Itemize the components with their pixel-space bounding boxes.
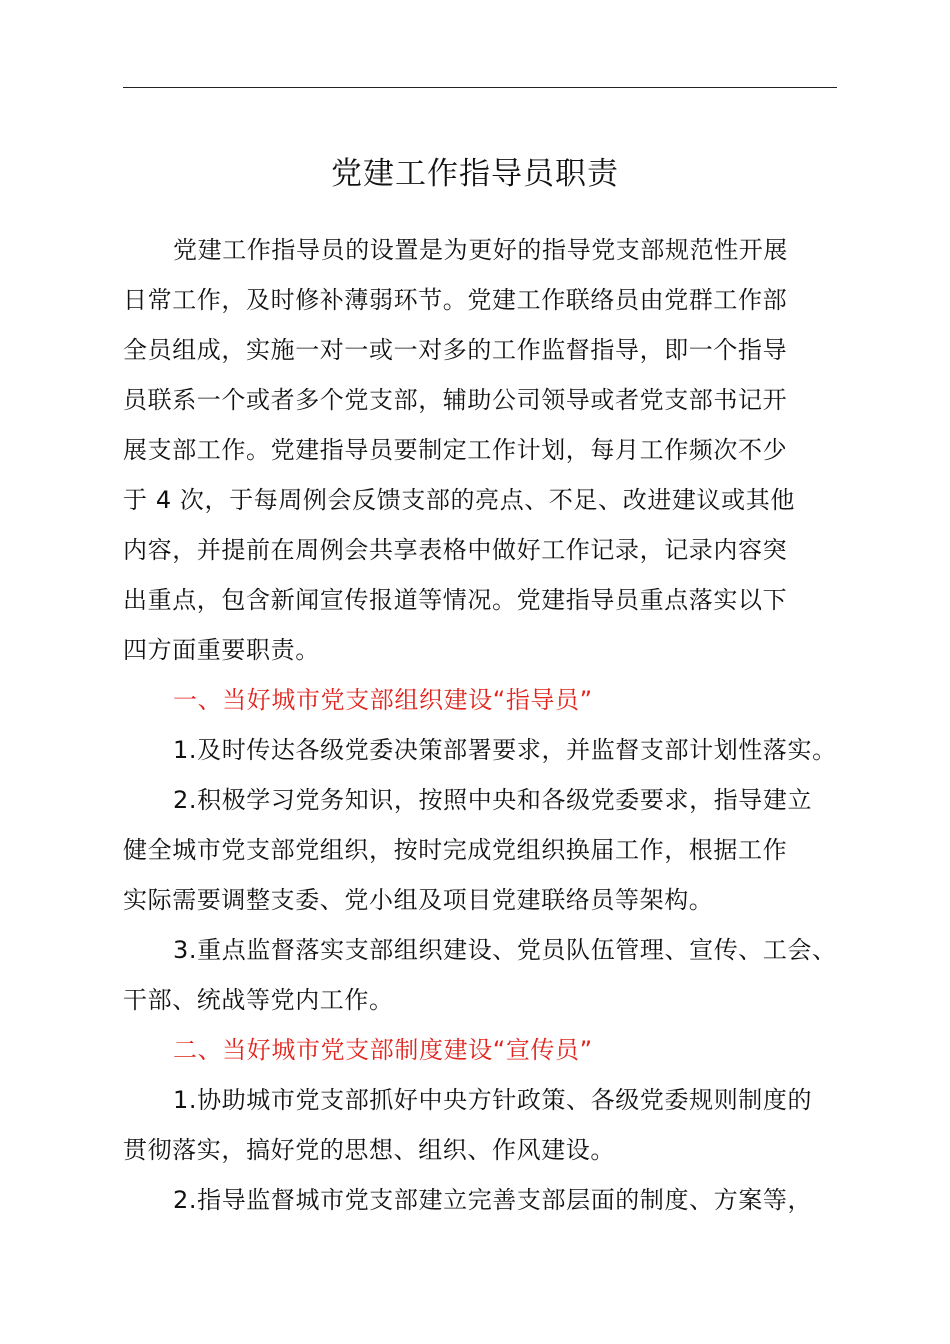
section-heading: 二、当好城市党支部制度建设“宣传员”	[173, 1036, 593, 1064]
section-2	[123, 1025, 837, 1225]
text-line: 日常工作，及时修补薄弱环节。党建工作联络员由党群工作部	[123, 286, 788, 314]
intro-paragraph	[123, 225, 837, 675]
text-line: 于 4 次，于每周例会反馈支部的亮点、不足、改进建议或其他	[123, 486, 795, 514]
list-item: 2.积极学习党务知识，按照中央和各级党委要求，指导建立	[173, 786, 813, 814]
text-line: 内容，并提前在周例会共享表格中做好工作记录，记录内容突	[123, 536, 788, 564]
text-line: 干部、统战等党内工作。	[123, 986, 394, 1014]
list-item: 1.及时传达各级党委决策部署要求，并监督支部计划性落实。	[173, 736, 837, 764]
text-line: 出重点，包含新闻宣传报道等情况。党建指导员重点落实以下	[123, 586, 788, 614]
document-title: 党建工作指导员职责	[331, 156, 619, 192]
section-1	[123, 675, 837, 1025]
list-item: 1.协助城市党支部抓好中央方针政策、各级党委规则制度的	[173, 1086, 813, 1114]
text-line: 员联系一个或者多个党支部，辅助公司领导或者党支部书记开	[123, 386, 788, 414]
list-item: 3.重点监督落实支部组织建设、党员队伍管理、宣传、工会、	[173, 936, 837, 964]
section-heading: 一、当好城市党支部组织建设“指导员”	[173, 686, 593, 714]
document-body	[123, 225, 837, 1225]
text-line: 党建工作指导员的设置是为更好的指导党支部规范性开展	[173, 236, 788, 264]
text-line: 实际需要调整支委、党小组及项目党建联络员等架构。	[123, 886, 714, 914]
list-item: 2.指导监督城市党支部建立完善支部层面的制度、方案等，	[173, 1186, 813, 1214]
text-line: 贯彻落实，搞好党的思想、组织、作风建设。	[123, 1136, 615, 1164]
text-line: 四方面重要职责。	[123, 636, 320, 664]
text-line: 全员组成，实施一对一或一对多的工作监督指导，即一个指导	[123, 336, 788, 364]
text-line: 健全城市党支部党组织，按时完成党组织换届工作，根据工作	[123, 836, 788, 864]
header-rule	[123, 87, 837, 88]
text-line: 展支部工作。党建指导员要制定工作计划，每月工作频次不少	[123, 436, 788, 464]
